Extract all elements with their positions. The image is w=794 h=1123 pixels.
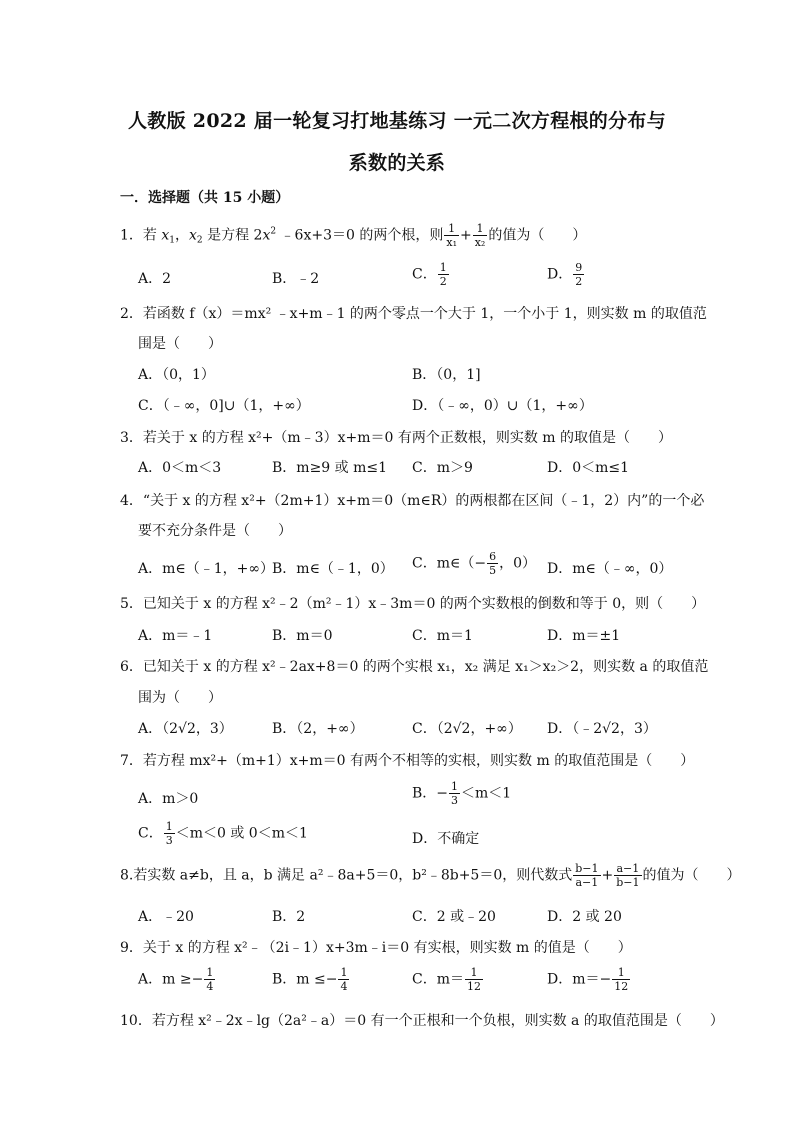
option-d: D．m∈（﹣∞，0） (547, 561, 673, 577)
question-1: 1．若 $x_1$，$x_2$ 是方程 $2x^2$ ﹣6x+3＝0 的两个根，则 $\frac{1}{\text{x₁}}$ + $\frac{1}{\text{x₂}}$ 的值为（ ） (120, 222, 587, 249)
question-6: 6．已知关于 x 的方程 x²﹣2ax+8＝0 的两个实根 x₁，x₂ 满足 x₁＞x₂＞2，则实数 a 的取值范 (120, 659, 709, 675)
option-a: A．（0，1） (138, 367, 215, 383)
question-2-cont: 围是（ ） (138, 336, 222, 352)
option-d: D．0＜m≤1 (547, 460, 630, 476)
option-c: C．m∈（− $\frac{6}{5}$ ，0） (412, 550, 537, 577)
question-3: 3．若关于 x 的方程 x²+（m﹣3）x+m＝0 有两个正数根，则实数 m 的取值是（ ） (120, 430, 673, 446)
option-b: B．（0，1] (412, 367, 481, 383)
option-a: A．2 (138, 271, 172, 287)
option-a: A．0＜m＜3 (138, 460, 222, 476)
option-d: D．不确定 (412, 831, 480, 847)
question-4: 4．“关于 x 的方程 x²+（2m+1）x+m＝0（m∈R）的两根都在区间（﹣1，2）内”的一个必 (120, 493, 705, 509)
option-d: D．（﹣∞，0）∪（1，+∞） (412, 398, 593, 414)
option-b: B．2 (272, 909, 306, 925)
option-b: B．− $\frac{1}{3}$ ＜m＜1 (412, 780, 512, 807)
question-6-cont: 围为（ ） (138, 690, 222, 706)
option-b: B．（2，+∞） (272, 721, 364, 737)
question-8: 8.若实数 a≠b，且 a，b 满足 a²﹣8a+5＝0，b²﹣8b+5＝0，则代数式 $\frac{b-1}{a-1}$ + $\frac{a-1}{b-1}$ 的值为（ ） (120, 862, 741, 889)
option-b: B．m∈（﹣1，0） (272, 561, 394, 577)
question-10: 10．若方程 x²﹣2x﹣lg（2a²﹣a）＝0 有一个正根和一个负根，则实数 a 的取值范围是（ ） (120, 1013, 724, 1029)
page-title: 人教版 2022 届一轮复习打地基练习 一元二次方程根的分布与 (127, 110, 667, 132)
option-c: C．m＝1 (412, 628, 473, 644)
option-c: C．（﹣∞，0]∪（1，+∞） (138, 398, 310, 414)
option-d: D．2 或 20 (547, 909, 622, 925)
option-b: B．m＝0 (272, 628, 333, 644)
question-4-cont: 要不充分条件是（ ） (138, 523, 292, 539)
question-2: 2．若函数 f（x）＝mx² ﹣x+m﹣1 的两个零点一个大于 1，一个小于 1，则实数 m 的取值范 (120, 306, 707, 322)
option-d: D．m＝±1 (547, 628, 621, 644)
option-b: B．﹣2 (272, 271, 320, 287)
option-d: D． $\frac{9}{2}$ (547, 261, 583, 288)
option-a: A．m＝﹣1 (138, 628, 213, 644)
option-c: C．（2√2，+∞） (412, 721, 522, 737)
option-c: C．m＞9 (412, 460, 473, 476)
question-7: 7．若方程 mx²+（m+1）x+m＝0 有两个不相等的实根，则实数 m 的取值范围是（ ） (120, 753, 695, 769)
option-c: C．m＝ $\frac{1}{12}$ (412, 966, 481, 993)
option-a: A．（2√2，3） (138, 721, 233, 737)
question-5: 5．已知关于 x 的方程 x²﹣2（m²﹣1）x﹣3m＝0 的两个实数根的倒数和等于 0，则（ ） (120, 596, 706, 612)
option-b: B．m ≤− $\frac{1}{4}$ (272, 966, 348, 993)
section-heading: 一．选择题（共 15 小题） (120, 190, 290, 206)
fraction: $\frac{1}{\text{x₂}}$ (474, 222, 486, 249)
option-c: C．2 或﹣20 (412, 909, 496, 925)
option-b: B．m≥9 或 m≤1 (272, 460, 388, 476)
option-d: D．m＝− $\frac{1}{12}$ (547, 966, 629, 993)
option-d: D．（﹣2√2，3） (547, 721, 657, 737)
option-c: C． $\frac{1}{3}$ ＜m＜0 或 0＜m＜1 (138, 820, 308, 847)
option-a: A．﹣20 (138, 909, 194, 925)
option-a: A．m ≥− $\frac{1}{4}$ (138, 966, 214, 993)
option-c: C． $\frac{1}{2}$ (412, 261, 447, 288)
option-a: A．m＞0 (138, 791, 199, 807)
option-a: A．m∈（﹣1，+∞） (138, 561, 275, 577)
page-title-line2: 系数的关系 (348, 152, 446, 174)
question-9: 9．关于 x 的方程 x²﹣（2i﹣1）x+3m﹣i＝0 有实根，则实数 m 的值是（ ） (120, 940, 632, 956)
fraction: $\frac{1}{\text{x₁}}$ (446, 222, 457, 249)
